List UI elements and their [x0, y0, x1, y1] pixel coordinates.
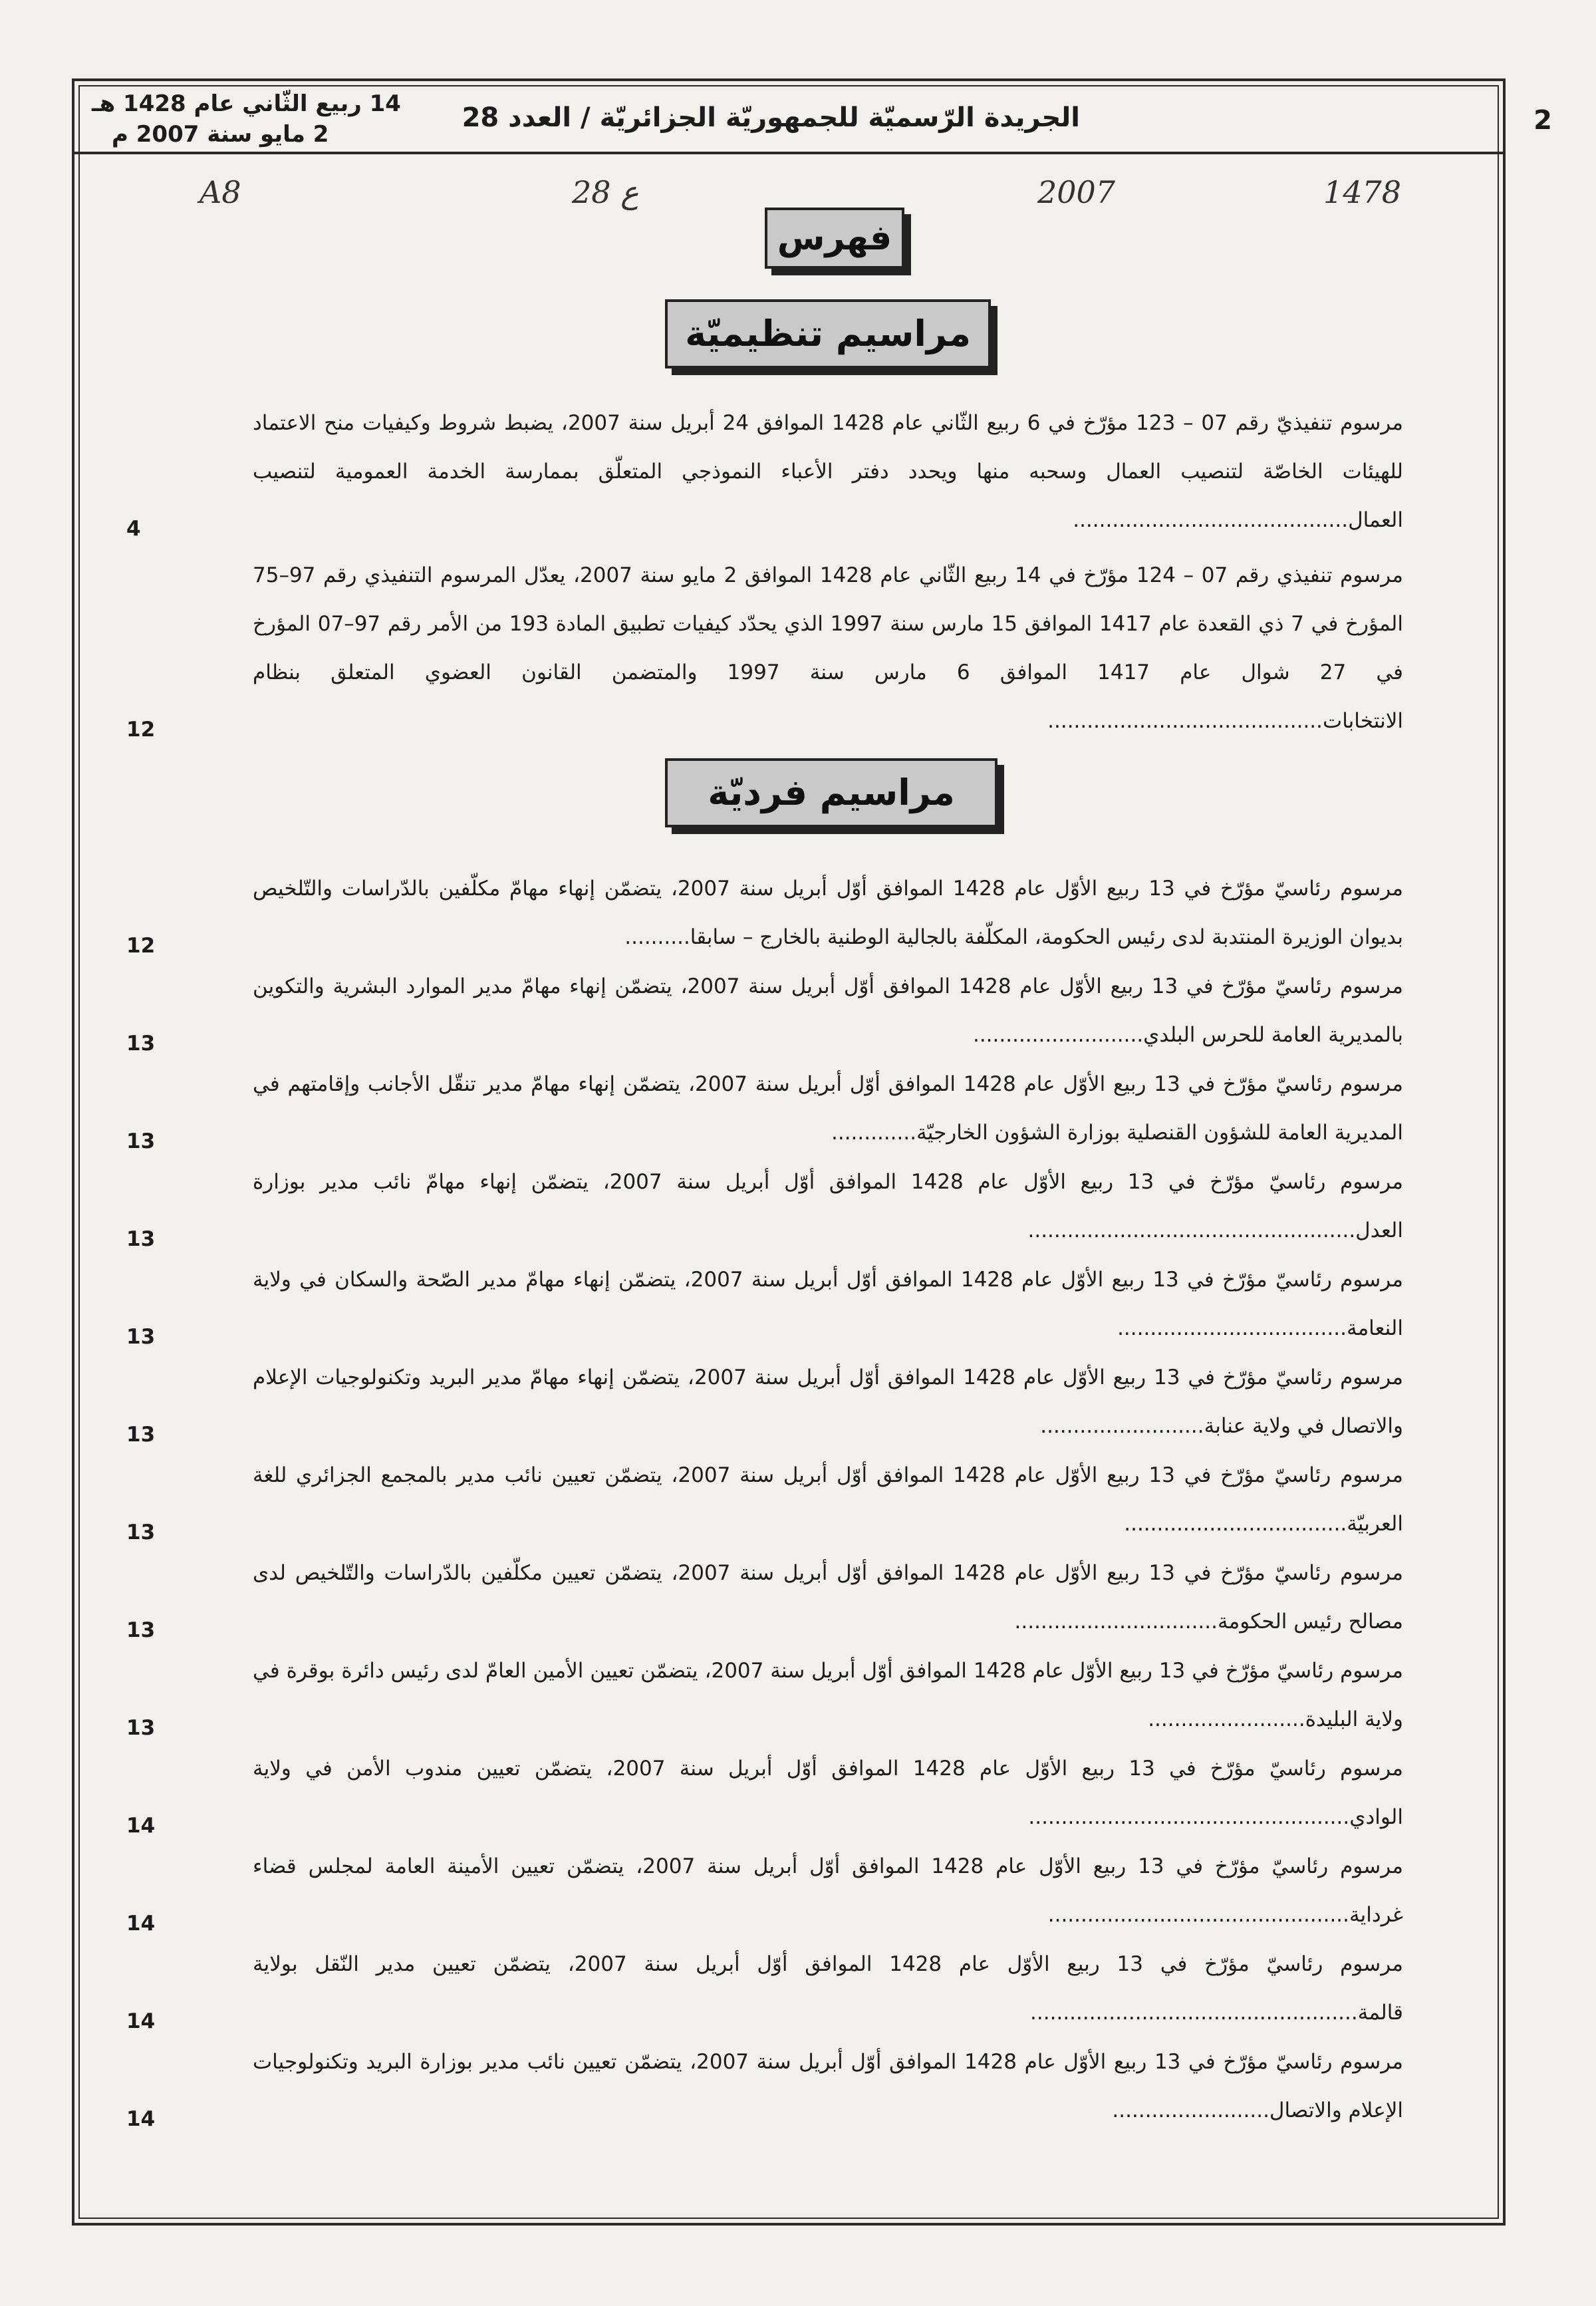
decree-text: مرسوم تنفيذي رقم 07 – 124 مؤرّخ في 14 ربيع الثّاني عام 1428 الموافق 2 مايو سنة 2007، يعدّل المرسوم التنفيذي رقم 97–75 المؤرخ في 7 ذي القعدة عام 1417 الموافق 15 مارس سنة 1997 الذي يحدّد كيفيات تطبيق المادة 193 من الأمر رقم 97–07 المؤرخ في 27 شوال عام 1417 الموافق 6 مارس سنة 1997 والمتضمن القانون العضوي المتعلق بنظام الانتخابات..........................................	[253, 563, 1404, 733]
page-reference: 13	[126, 1325, 156, 1349]
decree-text: مرسوم رئاسيّ مؤرّخ في 13 ربيع الأوّل عام 1428 الموافق أوّل أبريل سنة 2007، يتضمّن تعيين نائب مدير بوزارة البريد وتكنولوجيات الإعلام والاتصال........................	[253, 2050, 1403, 2122]
list-item	[126, 865, 1403, 962]
list-item	[126, 1060, 1403, 1157]
gregorian-date: 2 مايو سنة 2007 م	[112, 121, 329, 148]
page-reference: 14	[126, 1912, 156, 1936]
page-reference: 14	[126, 1814, 156, 1838]
decree-text: مرسوم رئاسيّ مؤرّخ في 13 ربيع الأوّل عام 1428 الموافق أوّل أبريل سنة 2007، يتضمّن إنهاء مهامّ مدير الموارد البشرية والتكوين بالمديرية العامة للحرس البلدي..........................	[253, 974, 1403, 1047]
page-reference: 13	[126, 1227, 156, 1251]
page-reference: 13	[126, 1032, 156, 1056]
list-item	[126, 1647, 1403, 1744]
decree-text: مرسوم رئاسيّ مؤرّخ في 13 ربيع الأوّل عام 1428 الموافق أوّل أبريل سنة 2007، يتضمّن إنهاء مهامّ مدير البريد وتكنولوجيات الإعلام والاتصال في ولاية عنابة.........................	[253, 1366, 1404, 1438]
decree-text: مرسوم رئاسيّ مؤرّخ في 13 ربيع الأوّل عام 1428 الموافق أوّل أبريل سنة 2007، يتضمّن إنهاء مهامّ مدير تنقّل الأجانب وإقامتهم في المديرية العامة للشؤون القنصلية بوزارة الشؤون الخارجيّة.............	[253, 1072, 1403, 1145]
list-item	[126, 551, 1404, 746]
decree-text: مرسوم رئاسيّ مؤرّخ في 13 ربيع الأوّل عام 1428 الموافق أوّل أبريل سنة 2007، يتضمّن تعيين نائب مدير بالمجمع الجزائري للغة العربيّة..................................	[253, 1463, 1403, 1536]
page-header	[72, 78, 1552, 154]
page-reference: 12	[126, 718, 156, 742]
decree-text: مرسوم رئاسيّ مؤرّخ في 13 ربيع الأوّل عام 1428 الموافق أوّل أبريل سنة 2007، يتضمّن تعيين الأمين العامّ لدى رئيس دائرة بوقرة في ولاية البليدة........................	[253, 1659, 1403, 1731]
list-item	[126, 1158, 1403, 1255]
list-item	[126, 1354, 1404, 1451]
individual-decrees-list	[126, 865, 1404, 2135]
page-reference: 4	[126, 517, 141, 541]
list-item	[126, 1256, 1403, 1353]
index-title: فهرس	[765, 208, 904, 269]
regulatory-decrees-list	[126, 399, 1404, 746]
page-number: 2	[1533, 105, 1552, 136]
page-reference: 12	[126, 934, 156, 958]
list-item	[126, 1940, 1403, 2037]
section-heading-individual: مراسيم فرديّة	[665, 758, 998, 827]
handwritten-note: 1478	[1323, 174, 1402, 210]
decree-text: مرسوم رئاسيّ مؤرّخ في 13 ربيع الأوّل عام 1428 الموافق أوّل أبريل سنة 2007، يتضمّن إنهاء مهامّ مدير الصّحة والسكان في ولاية النعامة...................................	[253, 1268, 1403, 1340]
section-heading-regulatory: مراسيم تنظيميّة	[665, 299, 991, 368]
handwritten-note: ع 28	[572, 174, 639, 210]
list-item	[126, 962, 1403, 1060]
page-reference: 13	[126, 1423, 156, 1447]
page-reference: 13	[126, 1129, 156, 1153]
page-reference: 13	[126, 1520, 156, 1544]
decree-text: مرسوم رئاسيّ مؤرّخ في 13 ربيع الأوّل عام 1428 الموافق أوّل أبريل سنة 2007، يتضمّن إنهاء مهامّ مكلّفين بالدّراسات والتّلخيص بديوان الوزيرة المنتدبة لدى رئيس الحكومة، المكلّفة بالجالية الوطنية بالخارج – سابقا..........	[253, 877, 1403, 949]
page-reference: 13	[126, 1618, 156, 1642]
page-reference: 14	[126, 2107, 156, 2131]
hijri-date: 14 ربيع الثّاني عام 1428 هـ	[92, 90, 401, 117]
decree-text: مرسوم رئاسيّ مؤرّخ في 13 ربيع الأوّل عام 1428 الموافق أوّل أبريل سنة 2007، يتضمّن تعيين مكلّفين بالدّراسات والتّلخيص لدى مصالح رئيس الحكومة...............................	[253, 1561, 1403, 1634]
list-item	[126, 1549, 1403, 1646]
handwritten-note: 2007	[1037, 174, 1116, 210]
decree-text: مرسوم رئاسيّ مؤرّخ في 13 ربيع الأوّل عام 1428 الموافق أوّل أبريل سنة 2007، يتضمّن تعيين مندوب الأمن في ولاية الوادي.................................................	[253, 1757, 1403, 1829]
list-item	[126, 399, 1404, 545]
list-item	[126, 1451, 1403, 1548]
page-reference: 14	[126, 2009, 156, 2033]
decree-text: مرسوم تنفيذيّ رقم 07 – 123 مؤرّخ في 6 ربيع الثّاني عام 1428 الموافق 24 أبريل سنة 2007، يضبط شروط وكيفيات منح الاعتماد للهيئات الخاصّة لتنصيب العمال وسحبه منها ويحدد دفتر الأعباء النموذجي المتعلّق بممارسة الخدمة العمومية لتنصيب العمال..........................................	[253, 411, 1404, 532]
journal-title: الجريدة الرّسميّة للجمهوريّة الجزائريّة / العدد 28	[462, 102, 1080, 133]
handwritten-note: A8	[200, 174, 241, 210]
decree-text: مرسوم رئاسيّ مؤرّخ في 13 ربيع الأوّل عام 1428 الموافق أوّل أبريل سنة 2007، يتضمّن تعيين مدير النّقل بولاية قالمة..................................................	[253, 1952, 1403, 2025]
page-reference: 13	[126, 1716, 156, 1740]
decree-text: مرسوم رئاسيّ مؤرّخ في 13 ربيع الأوّل عام 1428 الموافق أوّل أبريل سنة 2007، يتضمّن إنهاء مهامّ نائب مدير بوزارة العدل..................................................	[253, 1170, 1403, 1242]
list-item	[126, 1745, 1403, 1842]
list-item	[126, 2038, 1403, 2135]
decree-text: مرسوم رئاسيّ مؤرّخ في 13 ربيع الأوّل عام 1428 الموافق أوّل أبريل سنة 2007، يتضمّن تعيين الأمينة العامة لمجلس قضاء غرداية..............................................	[253, 1854, 1403, 1927]
list-item	[126, 1842, 1403, 1940]
